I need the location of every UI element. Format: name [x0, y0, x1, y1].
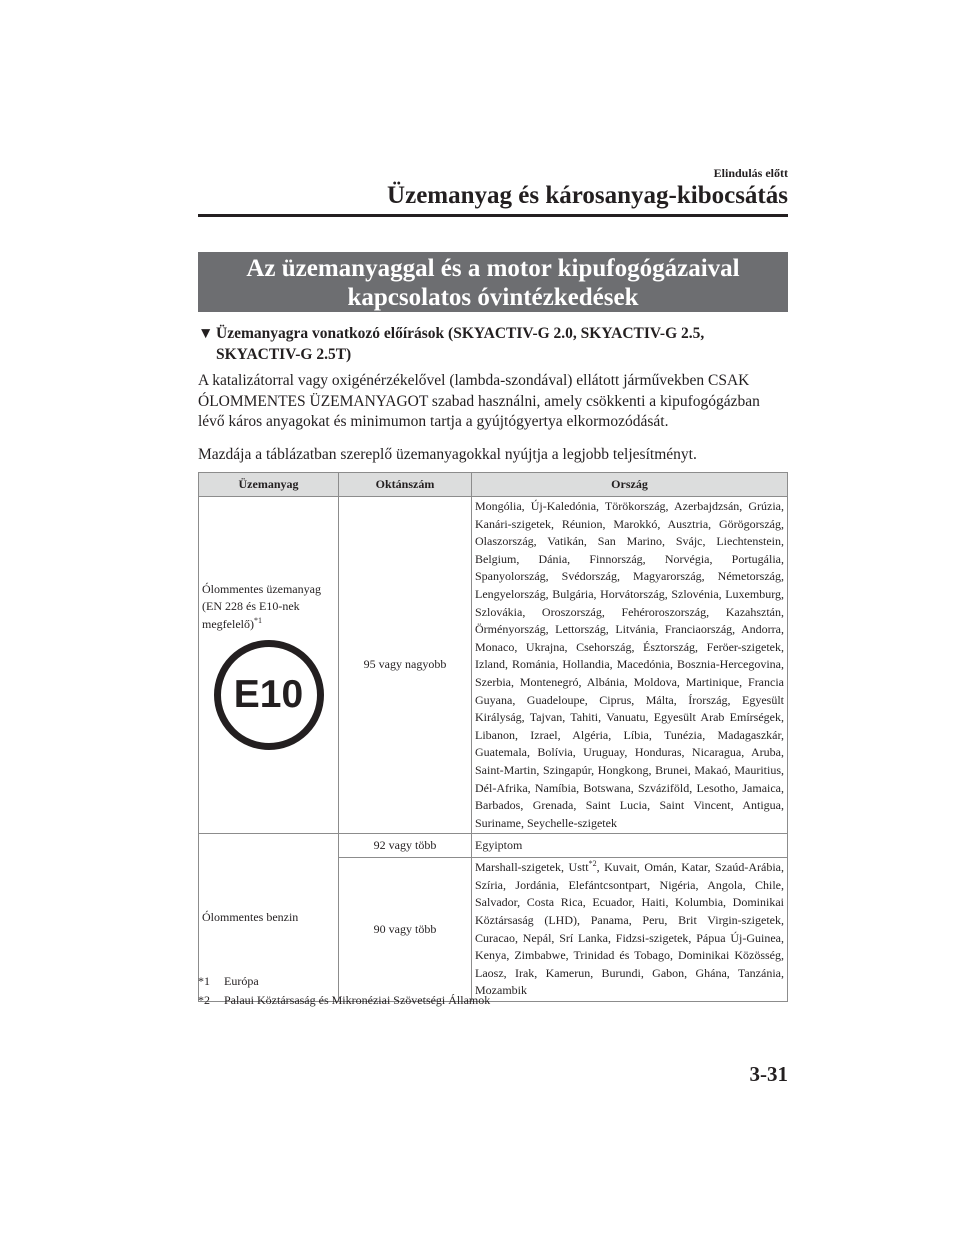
triangle-down-icon: ▼ — [198, 325, 214, 342]
section-banner: Az üzemanyaggal és a motor kipufogógázaival kapcsolatos óvintézkedések — [198, 252, 788, 312]
table-header-row — [199, 473, 788, 497]
header-octane: Oktánszám — [339, 473, 472, 497]
fuel-cell: Ólommentes benzin — [199, 834, 339, 1002]
performance-paragraph: Mazdája a táblázatban szereplő üzemanyagokkal nyújtja a legjobb teljesítményt. — [198, 446, 697, 463]
footnote-mark: *2 — [198, 993, 210, 1007]
page-number: 3-31 — [749, 1062, 788, 1086]
fuel-cell — [199, 497, 339, 834]
subheading-text: Üzemanyagra vonatkozó előírások (SKYACTIV-G 2.0, SKYACTIV-G 2.5, SKYACTIV-G 2.5T) — [216, 325, 705, 363]
header-country: Ország — [472, 473, 788, 497]
country-cell: Mongólia, Új-Kaledónia, Törökország, Azerbajdzsán, Grúzia, Kanári-szigetek, Réunion, Marokkó, Ausztria, Görögország, Olaszország, Vatikán, San Marino, Svájc, Liechtenstein, Belgium, Dánia, Finnország, Norvégia, Portugália, Spanyolország, Svédország, Magyarország, Németország, Lengyelország, Bulgária, Horvátország, Szlovénia, Luxemburg, Szlovákia, Oroszország, Fehéroroszország, Kazahsztán, Örményország, Lettország, Litvánia, Franciaország, Andorra, Monaco, Ukrajna, Csehország, Észtország, Feröer-szigetek, Izland, Románia, Hollandia, Macedónia, Bosznia-Hercegovina, Szerbia, Montenegró, Albánia, Moldova, Martinique, Francia Guyana, Guadeloupe, Ciprus, Málta, Írország, Egyesült Királyság, Tajvan, Tahiti, Vanuatu, Egyesült Arab Emírségek, Libanon, Izrael, Algéria, Líbia, Tunézia, Madagaszkár, Guatemala, Bolívia, Uruguay, Honduras, Nicaragua, Aruba, Saint-Martin, Szingapúr, Hongkong, Brunei, Makaó, Mauritius, Dél-Afrika, Namíbia, Botswana, Szváziföld, Lesotho, Jamaica, Barbados, Grenada, Saint Lucia, Saint Vincent, Antigua, Suriname, Seychelle-szigetek — [472, 497, 788, 834]
table-row — [199, 834, 788, 858]
subheading — [198, 323, 788, 365]
country-text: Marshall-szigetek, Ustt — [475, 860, 589, 875]
octane-cell: 92 vagy több — [339, 834, 472, 858]
footnote-ref: *2 — [588, 859, 597, 869]
country-cell: Egyiptom — [472, 834, 788, 858]
footnote-item — [198, 991, 788, 1010]
footnotes — [198, 972, 788, 1010]
header-fuel: Üzemanyag — [199, 473, 339, 497]
chapter-title: Üzemanyag és károsanyag-kibocsátás — [387, 182, 788, 209]
e10-badge-icon: E10 — [214, 640, 324, 750]
intro-paragraph: A katalizátorral vagy oxigénérzékelővel (lambda-szondával) ellátott járművekben CSAK ÓLOMMENTES ÜZEMANYAGOT szabad használni, amely csökkenti a kipufogógázban lévő káros anyagokat és minimumon tartja a gyújtógyertya elkormozódását. — [198, 372, 760, 430]
country-text: , Kuvait, Omán, Katar, Szaúd-Arábia, Szíria, Jordánia, Elefántcsontpart, Nigéria, Angola, Chile, Salvador, Costa Rica, Ecuador, Haiti, Kolumbia, Dominikai Köztársaság (LHD), Panama, Peru, Brit Virgin-szigetek, Curacao, Nepál, Srí Lanka, Fidzsi-szigetek, Pápua Új-Guinea, Kenya, Zimbabwe, Trinidad és Tobago, Dominikai Közösség, Laosz, Irak, Kamerun, Burundi, Gabon, Ghána, Tanzánia, Mozambik — [475, 860, 784, 998]
table-row — [199, 497, 788, 834]
octane-cell: 95 vagy nagyobb — [339, 497, 472, 834]
running-head: Elindulás előtt — [713, 166, 788, 180]
footnote-mark: *1 — [198, 974, 210, 988]
footnote-text: Palaui Köztársaság és Mikronéziai Szövetségi Államok — [224, 993, 491, 1007]
fuel-table — [198, 472, 788, 1002]
footnote-ref: *1 — [253, 615, 262, 625]
footnote-item — [198, 972, 788, 991]
header-rule — [198, 214, 788, 217]
e10-badge-wrap — [202, 634, 335, 750]
footnote-text: Európa — [224, 974, 259, 988]
fuel-type-text: Ólommentes üzemanyag (EN 228 és E10-nek megfelelő) — [202, 581, 321, 631]
octane-cell: 90 vagy több — [339, 858, 472, 1002]
